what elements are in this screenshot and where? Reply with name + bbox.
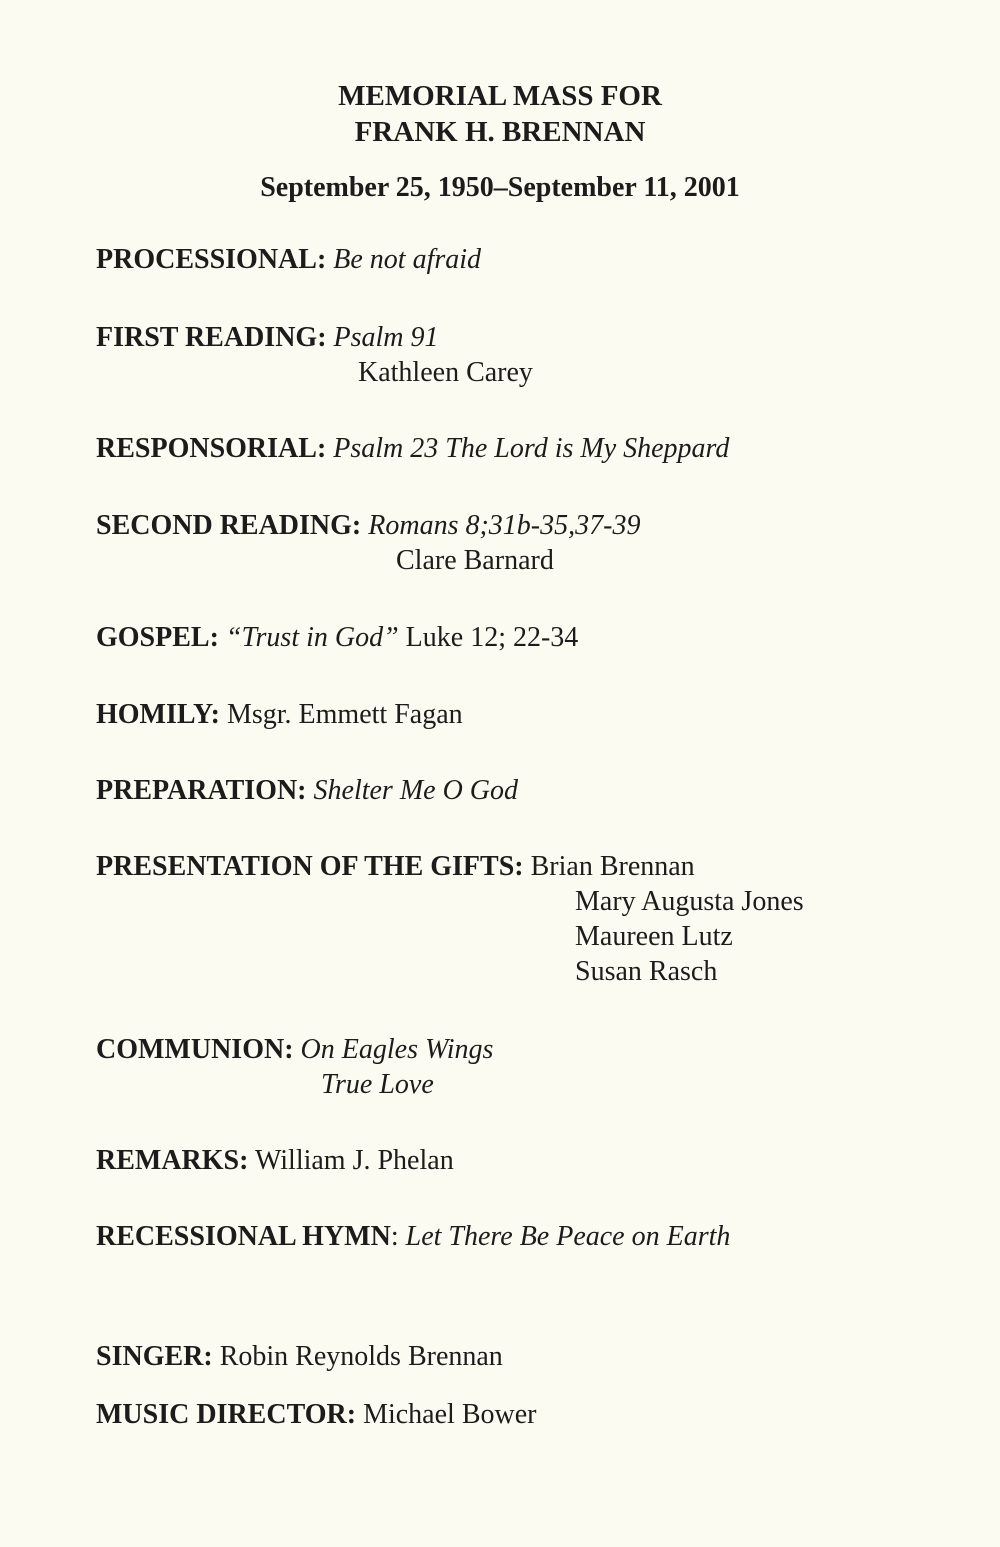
first-reading-entry [96, 320, 439, 355]
communion-label: COMMUNION: [96, 1034, 294, 1065]
communion-song: True Love [321, 1069, 434, 1100]
remarks-entry [96, 1143, 454, 1178]
recessional-entry [96, 1219, 730, 1254]
responsorial-entry [96, 431, 729, 466]
music-director-value: Michael Bower [363, 1399, 537, 1430]
preparation-entry [96, 773, 518, 808]
recessional-label: RECESSIONAL HYMN [96, 1221, 391, 1252]
title-line-1: MEMORIAL MASS FOR [338, 80, 662, 112]
first-reading-label: FIRST READING: [96, 322, 327, 353]
second-reading-value: Romans 8;31b-35,37-39 [368, 510, 641, 541]
recessional-value: Let There Be Peace on Earth [405, 1221, 731, 1252]
homily-label: HOMILY: [96, 699, 220, 730]
presentation-entry [96, 849, 695, 884]
presentation-name: Brian Brennan [530, 851, 695, 882]
second-reading-reader: Clare Barnard [396, 545, 554, 576]
presentation-name: Maureen Lutz [575, 921, 733, 952]
presentation-label: PRESENTATION OF THE GIFTS: [96, 851, 524, 882]
remarks-label: REMARKS: [96, 1145, 249, 1176]
gospel-entry [96, 620, 578, 655]
preparation-value: Shelter Me O God [313, 775, 519, 806]
presentation-name: Mary Augusta Jones [575, 886, 804, 917]
title-line-2: FRANK H. BRENNAN [354, 116, 646, 148]
singer-value: Robin Reynolds Brennan [219, 1341, 503, 1372]
remarks-value: William J. Phelan [254, 1145, 454, 1176]
communion-song: On Eagles Wings [300, 1034, 494, 1065]
first-reading-reader: Kathleen Carey [358, 357, 533, 388]
second-reading-label: SECOND READING: [96, 510, 362, 541]
first-reading-value: Psalm 91 [333, 322, 439, 353]
preparation-label: PREPARATION: [96, 775, 307, 806]
singer-label: SINGER: [96, 1341, 213, 1372]
processional-entry [96, 242, 481, 277]
processional-label: PROCESSIONAL: [96, 244, 327, 275]
presentation-name: Susan Rasch [575, 956, 718, 987]
second-reading-entry [96, 508, 640, 543]
singer-entry [96, 1339, 503, 1374]
gospel-label: GOSPEL: [96, 622, 219, 653]
life-dates: September 25, 1950–September 11, 2001 [260, 172, 740, 203]
music-director-entry [96, 1397, 536, 1432]
responsorial-value: Psalm 23 The Lord is My Sheppard [333, 433, 730, 464]
recessional-separator: : [390, 1221, 399, 1252]
communion-entry [96, 1032, 493, 1067]
processional-value: Be not afraid [333, 244, 482, 275]
gospel-title: “Trust in God” [225, 622, 399, 653]
responsorial-label: RESPONSORIAL: [96, 433, 327, 464]
homily-entry [96, 697, 463, 732]
gospel-reference: Luke 12; 22-34 [405, 622, 579, 653]
homily-value: Msgr. Emmett Fagan [226, 699, 463, 730]
music-director-label: MUSIC DIRECTOR: [96, 1399, 357, 1430]
